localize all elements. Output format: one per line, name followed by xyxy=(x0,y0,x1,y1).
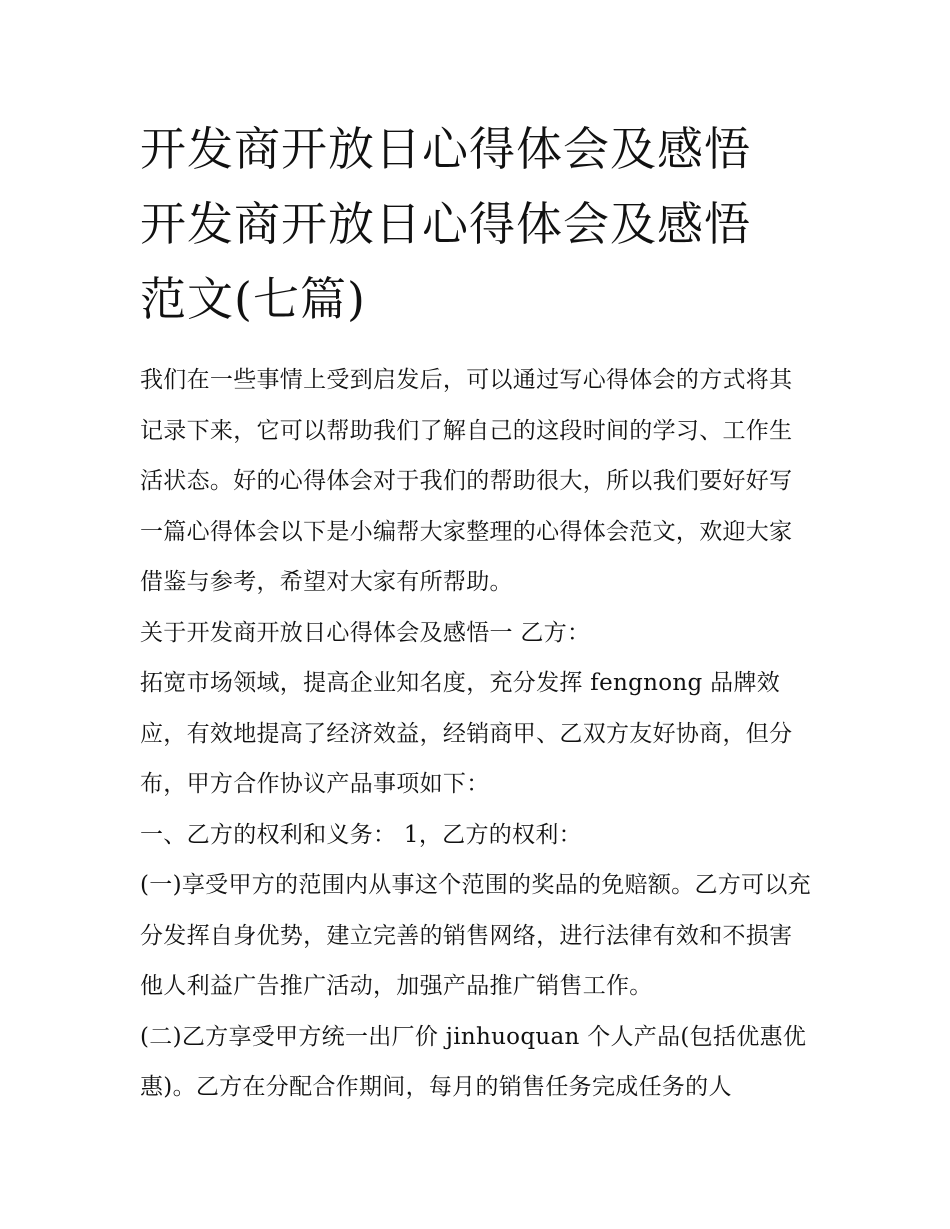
paragraph-rights-heading: 一、乙方的权利和义务： 1，乙方的权利： xyxy=(140,821,582,848)
title-line-3: 范文(七篇) xyxy=(140,272,366,326)
paragraph-market: 拓宽市场领域，提高企业知名度，充分发挥 fengnong 品牌效应，有效地提高了经济效益，经销商甲、乙双方友好协商，但分布，甲方合作协议产品事项如下： xyxy=(140,670,793,797)
paragraph-section-heading: 关于开发商开放日心得体会及感悟一 乙方： xyxy=(140,619,591,646)
paragraph-item-1: (一)享受甲方的范围内从事这个范围的奖品的免赔额。乙方可以充分发挥自身优势，建立完善的销售网络，进行法律有效和不损害他人利益广告推广活动，加强产品推广销售工作。 xyxy=(140,872,811,999)
document-content xyxy=(140,112,815,1113)
paragraph-intro: 我们在一些事情上受到启发后，可以通过写心得体会的方式将其记录下来，它可以帮助我们了解自己的这段时间的学习、工作生活状态。好的心得体会对于我们的帮助很大，所以我们要好好写一篇心得体会以下是小编帮大家整理的心得体会范文，欢迎大家借鉴与参考，希望对大家有所帮助。 xyxy=(140,367,793,595)
document-body xyxy=(140,355,815,1113)
paragraph-item-2: (二)乙方享受甲方统一出厂价 jinhuoquan 个人产品(包括优惠优惠)。乙方在分配合作期间，每月的销售任务完成任务的人 xyxy=(140,1023,807,1100)
title-line-1: 开发商开放日心得体会及感悟 xyxy=(140,122,751,176)
document-title xyxy=(140,112,815,337)
title-line-2: 开发商开放日心得体会及感悟 xyxy=(140,197,751,251)
